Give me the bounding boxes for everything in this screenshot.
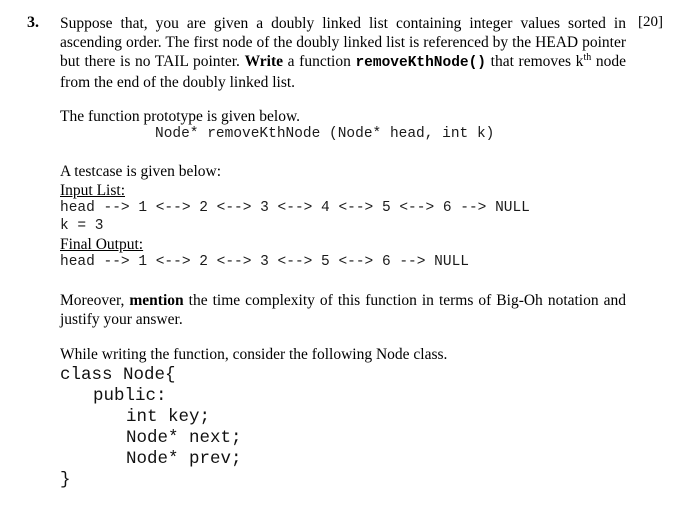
- question-marks: [20]: [638, 14, 663, 30]
- intro-text-3: that removes k: [486, 53, 584, 70]
- complexity-text-2: the time complexity of this function in terms of Big-Oh notation and justify your answer.: [60, 292, 627, 328]
- intro-text-1: Suppose that, you are given a doubly linked list containing integer values sorted in ascending order. The first node of the doubly linked list is referenced by the HEAD pointer but there is no TAIL pointer.: [60, 15, 626, 70]
- write-keyword: Write: [244, 53, 284, 70]
- code-prev-line: Node* prev;: [126, 449, 242, 469]
- function-prototype: Node* removeKthNode (Node* head, int k): [155, 126, 495, 142]
- intro-text-2: a function: [283, 53, 356, 70]
- input-list-label: Input List:: [60, 182, 126, 199]
- code-class-line: class Node{: [60, 365, 176, 385]
- final-output-label: Final Output:: [60, 236, 144, 253]
- code-key-line: int key;: [126, 407, 211, 427]
- code-public-line: public:: [93, 386, 167, 406]
- question-intro: [60, 14, 626, 92]
- question-number: 3.: [27, 14, 39, 31]
- intro-text-4: node from the end of the doubly linked list.: [60, 53, 626, 91]
- input-list: head --> 1 <--> 2 <--> 3 <--> 4 <--> 5 <--> 6 --> NULL: [60, 200, 530, 216]
- k-value: k = 3: [60, 218, 104, 234]
- th-superscript: th: [583, 51, 592, 63]
- final-output-list: head --> 1 <--> 2 <--> 3 <--> 5 <--> 6 --> NULL: [60, 254, 469, 270]
- prototype-intro: The function prototype is given below.: [60, 108, 301, 125]
- complexity-text-1: Moreover,: [60, 292, 130, 309]
- node-class-intro: While writing the function, consider the following Node class.: [60, 346, 448, 363]
- testcase-intro: A testcase is given below:: [60, 163, 221, 180]
- mention-keyword: mention: [129, 292, 184, 309]
- code-close-brace: }: [60, 470, 71, 490]
- function-name: removeKthNode(): [355, 55, 487, 71]
- code-next-line: Node* next;: [126, 428, 242, 448]
- complexity-instruction: [60, 291, 626, 329]
